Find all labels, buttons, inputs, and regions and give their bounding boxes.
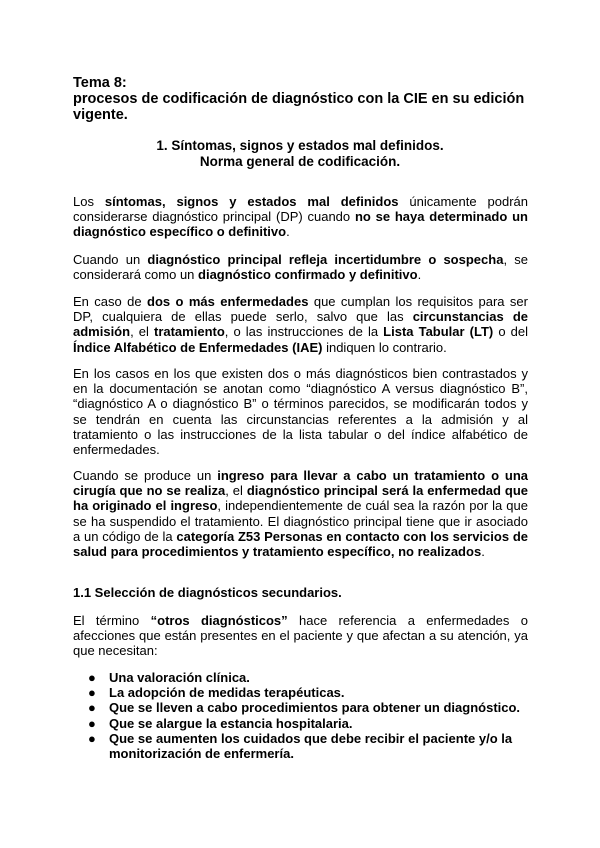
subsection-intro	[73, 613, 528, 659]
paragraph-5-text: Cuando se produce un	[73, 468, 218, 483]
paragraph-5-text: , independientemente de cuál sea la razón por la que se ha suspendido el tratamiento. El diagnóstico principal tiene que ir asociado a un código de la	[73, 498, 528, 544]
topic-label: Tema 8:	[73, 75, 127, 91]
list-item	[88, 670, 528, 685]
paragraph-5-text: , el	[225, 483, 247, 499]
page-title-continued: vigente.	[73, 107, 128, 123]
paragraph-3-text: , o las instrucciones de la	[224, 324, 384, 340]
needs-list	[88, 670, 528, 761]
list-item-text: Que se lleven a cabo procedimientos para obtener un diagnóstico.	[109, 700, 521, 716]
list-item-text: Que se alargue la estancia hospitalaria.	[109, 715, 353, 731]
paragraph-5-emphasis: categoría Z53 Personas en contacto con los servicios de salud para procedimientos y tratamiento específico, no realizados	[73, 528, 528, 560]
page-title: procesos de codificación de diagnóstico con la CIE en su edición	[73, 91, 525, 107]
paragraph-5-emphasis: diagnóstico principal será la enfermedad que ha originado el ingreso	[73, 483, 529, 514]
subsection-heading: 1.1 Selección de diagnósticos secundarios.	[73, 585, 342, 600]
paragraph-4: En los casos en los que existen dos o más diagnósticos bien contrastados y en la documentación se anotan como “diagnóstico A versus diagnóstico B”, “diagnóstico A o diagnóstico B” o términos parecidos, se modificarán todos y se tendrán en cuenta las circunstancias referentes a la admisión y al tratamiento o las instrucciones de la lista tabular o del índice alfabético de enfermedades.	[73, 366, 528, 458]
bullet-icon: ●	[88, 670, 96, 685]
paragraph-1-emphasis: no se haya determinado un diagnóstico específico o definitivo	[73, 209, 528, 240]
paragraph-2-text: , se considerará como un	[73, 252, 528, 283]
paragraph-3-text: que cumplan los requisitos para ser DP, cualquiera de ellas puede serlo, salvo que las	[73, 294, 528, 325]
paragraph-1-text: únicamente podrán considerarse diagnóstico principal (DP) cuando	[73, 194, 528, 225]
list-item	[88, 700, 528, 715]
paragraph-5-text: .	[481, 544, 485, 560]
subsection-intro-text: hace referencia a enfermedades o afecciones que están presentes en el paciente y que afectan a su atención, ya que necesitan:	[73, 613, 528, 659]
bullet-icon: ●	[88, 700, 96, 716]
paragraph-5-emphasis: ingreso para llevar a cabo un tratamiento o una cirugía que no se realiza	[73, 468, 529, 499]
list-item-text: Que se aumenten los cuidados que debe recibir el paciente y/o la monitorización de enfermería.	[109, 730, 513, 762]
paragraph-2	[73, 252, 528, 282]
paragraph-2-emphasis: diagnóstico principal refleja incertidumbre o sospecha	[147, 252, 504, 267]
bullet-icon: ●	[88, 715, 96, 731]
paragraph-3-emphasis: Lista Tabular (LT)	[383, 324, 494, 340]
list-item-text: Una valoración clínica.	[109, 670, 250, 685]
paragraph-3-text: , el	[130, 324, 154, 340]
paragraph-3-text: En caso de	[73, 294, 148, 309]
list-item	[88, 731, 528, 761]
subsection-intro-emphasis: “otros diagnósticos”	[150, 613, 288, 628]
section-subheading: Norma general de codificación.	[199, 154, 401, 169]
paragraph-2-text: .	[417, 267, 422, 283]
list-item	[88, 685, 528, 700]
paragraph-1-emphasis: síntomas, signos y estados mal definidos	[104, 194, 399, 209]
paragraph-3-text: indiquen lo contrario.	[322, 339, 447, 355]
list-item	[88, 716, 528, 731]
bullet-icon: ●	[88, 730, 96, 746]
paragraph-1-text: .	[286, 224, 290, 240]
subsection-intro-text: El término	[73, 613, 151, 628]
paragraph-1	[73, 194, 528, 240]
paragraph-3-emphasis: tratamiento	[153, 324, 225, 340]
paragraph-3-emphasis: Índice Alfabético de Enfermedades (IAE)	[73, 339, 323, 355]
section-heading: 1. Síntomas, signos y estados mal definidos.	[156, 138, 444, 153]
paragraph-2-text: Cuando un	[73, 252, 148, 267]
paragraph-1-text: Los	[73, 194, 105, 209]
paragraph-3-emphasis: dos o más enfermedades	[147, 294, 309, 309]
bullet-icon: ●	[88, 685, 96, 701]
paragraph-3	[73, 294, 528, 355]
paragraph-3-text: o del	[493, 324, 528, 340]
list-item-text: La adopción de medidas terapéuticas.	[109, 685, 345, 701]
paragraph-2-emphasis: diagnóstico confirmado y definitivo	[198, 267, 418, 283]
paragraph-3-emphasis: circunstancias de admisión	[73, 309, 529, 340]
paragraph-5	[73, 468, 528, 559]
